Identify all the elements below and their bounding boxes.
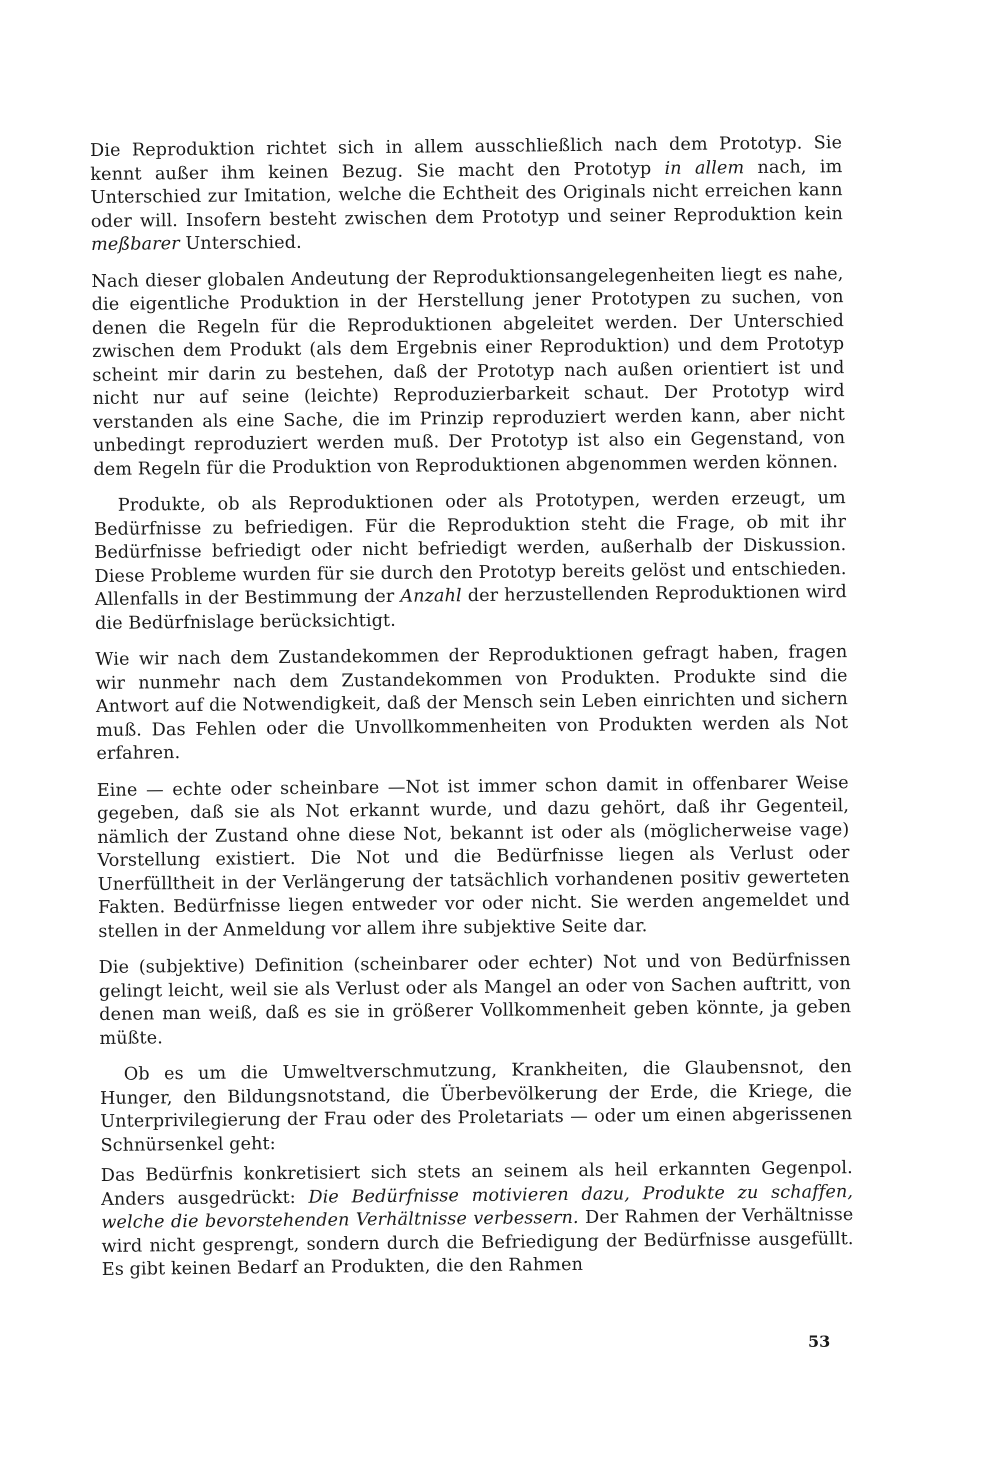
- paragraph-8: Das Bedürfnis konkretisiert sich stets an seinem als heil erkannten Gegenpol. Anders ausgedrückt: Die Bedürfnisse motivieren dazu, Produkte zu schaffen, welche die bevorstehenden Verhältnisse verbessern. Der Rahmen der Verhältnisse wird nicht gesprengt, sondern durch die Befriedigung der Bedürfnisse ausgefüllt. Es gibt keinen Bedarf an Produkten, die den Rahmen: [100, 1158, 854, 1280]
- paragraph-6: Die (subjektive) Definition (scheinbarer oder echter) Not und von Bedürfnissen gelingt leicht, weil sie als Verlust oder als Mangel an oder von Sachen auftritt, von denen man weiß, daß es sie in größerer Vollkommenheit geben könnte, ja geben müßte.: [98, 950, 852, 1049]
- emphasis-thesis: Die Bedürfnisse motivieren dazu, Produkte zu schaffen, welche die bevorstehenden Verhältnisse verbessern.: [101, 1181, 854, 1233]
- paragraph-3: Produkte, ob als Reproduktionen oder als Prototypen, werden erzeugt, um Bedürfnisse zu befriedigen. Für die Reproduktion steht die Frage, ob mit ihr Bedürfnisse befriedigt oder nicht befriedigt werden, außerhalb der Diskussion. Diese Probleme wurden für sie durch den Prototyp bereits gelöst und entschieden. Allenfalls in der Bestimmung der Anzahl der herzustellenden Reproduktionen wird die Bedürfnislage berücksichtigt.: [93, 488, 847, 634]
- paragraph-4: Wie wir nach dem Zustandekommen der Reproduktionen gefragt haben, fragen wir nunmehr nach dem Zustandekommen von Produkten. Produkte sind die Antwort auf die Notwendigkeit, daß der Mensch sein Leben einrichten und sichern muß. Das Fehlen oder die Unvollkommenheiten von Produkten werden als Not erfahren.: [95, 642, 849, 764]
- body-text: [90, 132, 854, 1295]
- page-number: 53: [808, 1332, 831, 1351]
- emphasis-messbarer: meßbarer: [90, 234, 180, 255]
- paragraph-7: Ob es um die Umweltverschmutzung, Krankheiten, die Glaubensnot, den Hunger, den Bildungsnotstand, die Überbevölkerung der Erde, die Kriege, die Unterprivilegierung der Frau oder des Proletariats — oder um einen abgerissenen Schnürsenkel geht:: [99, 1057, 853, 1156]
- paragraph-5: Eine — echte oder scheinbare —Not ist immer schon damit in offenbarer Weise gegeben, daß sie als Not erkannt wurde, und dazu gehört, daß ihr Gegenteil, nämlich der Zustand ohne diese Not, bekannt ist oder als (möglicherweise vage) Vorstellung existiert. Die Not und die Bedürfnisse liegen als Verlust oder Unerfülltheit in der Verlängerung der tatsächlich vorhandenen positiv gewerteten Fakten. Bedürfnisse liegen entweder vor oder nicht. Sie werden angemeldet und stellen in der Anmeldung vor allem ihre subjektive Seite dar.: [96, 772, 851, 942]
- emphasis-in-allem: in allem: [664, 157, 745, 179]
- emphasis-anzahl: Anzahl: [400, 586, 462, 607]
- paragraph-1: Die Reproduktion richtet sich in allem ausschließlich nach dem Prototyp. Sie kennt außer ihm keinen Bezug. Sie macht den Prototyp in allem nach, im Unterschied zur Imitation, welche die Echtheit des Originals nicht erreichen kann oder will. Insofern besteht zwischen dem Prototyp und seiner Reproduktion kein meßbarer Unterschied.: [90, 133, 843, 255]
- paragraph-2: Nach dieser globalen Andeutung der Reproduktionsangelegenheiten liegt es nahe, die eigentliche Produktion in der Herstellung jener Prototypen zu suchen, von denen die Regeln für die Reproduktionen abgeleitet werden. Der Unterschied zwischen dem Produkt (als dem Ergebnis einer Reproduktion) und dem Prototyp scheint mir darin zu bestehen, daß der Prototyp nach außen orientiert ist und nicht nur auf seine (leichte) Reproduzierbarkeit schaut. Der Prototyp wird verstanden als eine Sache, die im Prinzip reproduziert werden kann, aber nicht unbedingt reproduziert werden muß. Der Prototyp ist also ein Gegenstand, von dem Regeln für die Produktion von Reproduktionen abgenommen werden können.: [91, 263, 846, 480]
